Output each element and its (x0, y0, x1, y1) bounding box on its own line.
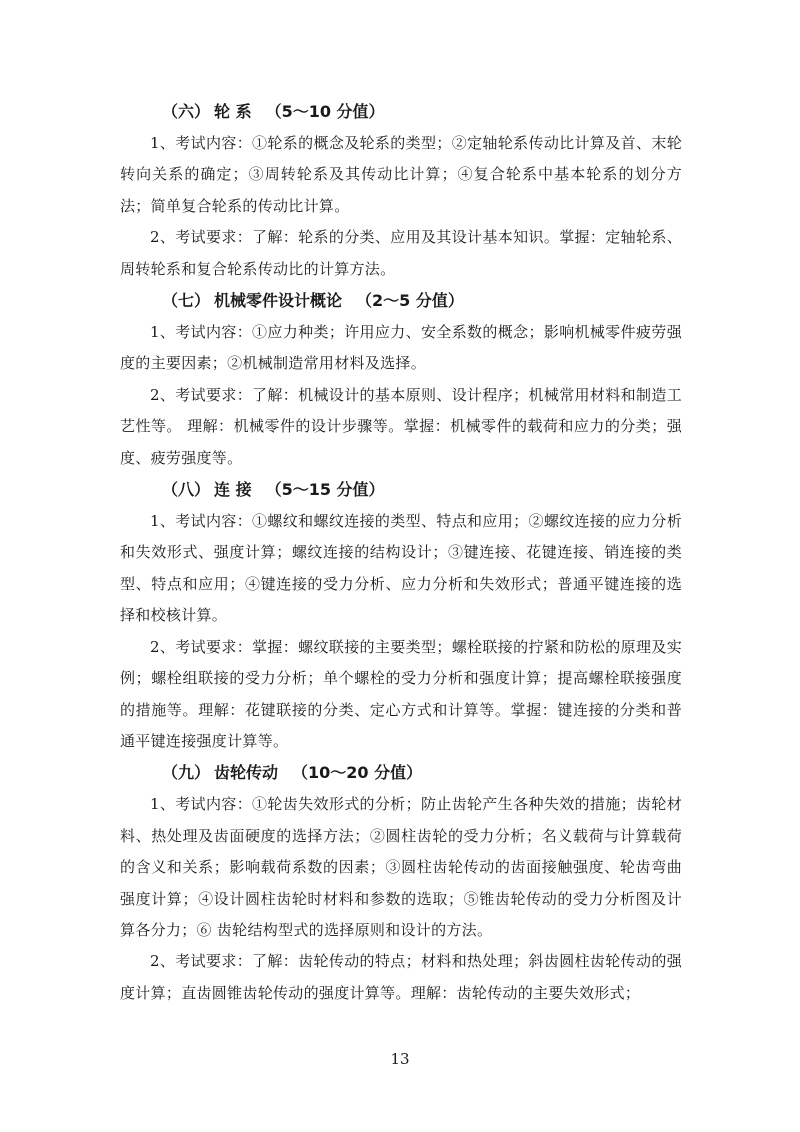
section-points: （10～20 分值） (292, 763, 423, 783)
exam-requirements-paragraph: 2、考试要求：掌握：螺纹联接的主要类型；螺栓联接的拧紧和防松的原理及实例；螺栓组联接的受力分析；单个螺栓的受力分析和强度计算；提高螺栓联接强度的措施等。理解：花键联接的分类、定心方式和计算等。掌握：键连接的分类和普通平键连接强度计算等。 (120, 637, 682, 750)
section-title: 机械零件设计概论 (214, 291, 343, 311)
section-title: 齿轮传动 (214, 763, 279, 783)
section-number: （九） (162, 763, 211, 783)
exam-requirements-paragraph: 2、考试要求：了解：轮系的分类、应用及其设计基本知识。掌握：定轴轮系、周转轮系和复合轮系传动比的计算方法。 (120, 228, 682, 278)
exam-content-paragraph: 1、考试内容：①轮系的概念及轮系的类型；②定轴轮系传动比计算及首、末轮转向关系的确定；③周转轮系及其传动比计算；④复合轮系中基本轮系的划分方法；简单复合轮系的传动比计算。 (120, 134, 682, 215)
exam-content-paragraph: 1、考试内容：①应力种类；许用应力、安全系数的概念；影响机械零件疲劳强度的主要因素；②机械制造常用材料及选择。 (120, 323, 682, 373)
section-points: （5～10 分值） (265, 102, 385, 121)
section-heading (120, 757, 682, 789)
section-title: 轮 系 (214, 102, 252, 121)
section-heading (120, 96, 682, 128)
section-number: （八） (162, 480, 211, 500)
exam-requirements-paragraph: 2、考试要求：了解：机械设计的基本原则、设计程序；机械常用材料和制造工艺性等。 理解：机械零件的设计步骤等。掌握：机械零件的载荷和应力的分类；强度、疲劳强度等。 (120, 385, 682, 467)
section-number: （六） (162, 102, 211, 121)
page-content (120, 96, 682, 1009)
section-points: （5～15 分值） (265, 480, 385, 500)
section-title: 连 接 (214, 480, 252, 500)
exam-content-paragraph: 1、考试内容：①轮齿失效形式的分析；防止齿轮产生各种失效的措施；齿轮材料、热处理及齿面硬度的选择方法；②圆柱齿轮的受力分析；名义载荷与计算载荷的含义和关系；影响载荷系数的因素；③圆柱齿轮传动的齿面接触强度、轮齿弯曲强度计算；④设计圆柱齿轮时材料和参数的选取；⑤锥齿轮传动的受力分析图及计算各分力；⑥ 齿轮结构型式的选择原则和设计的方法。 (120, 795, 682, 939)
section-points: （2～5 分值） (356, 291, 464, 311)
section-heading (120, 285, 682, 317)
exam-content-paragraph: 1、考试内容：①螺纹和螺纹连接的类型、特点和应用；②螺纹连接的应力分析和失效形式、强度计算；螺纹连接的结构设计；③键连接、花键连接、销连接的类型、特点和应用；④键连接的受力分析、应力分析和失效形式；普通平键连接的选择和校核计算。 (120, 512, 682, 625)
section-number: （七） (162, 291, 211, 311)
exam-requirements-paragraph: 2、考试要求：了解：齿轮传动的特点；材料和热处理；斜齿圆柱齿轮传动的强度计算；直齿圆锥齿轮传动的强度计算等。理解：齿轮传动的主要失效形式； (120, 952, 682, 1002)
page-number: 13 (390, 1050, 410, 1068)
section-heading (120, 474, 682, 506)
